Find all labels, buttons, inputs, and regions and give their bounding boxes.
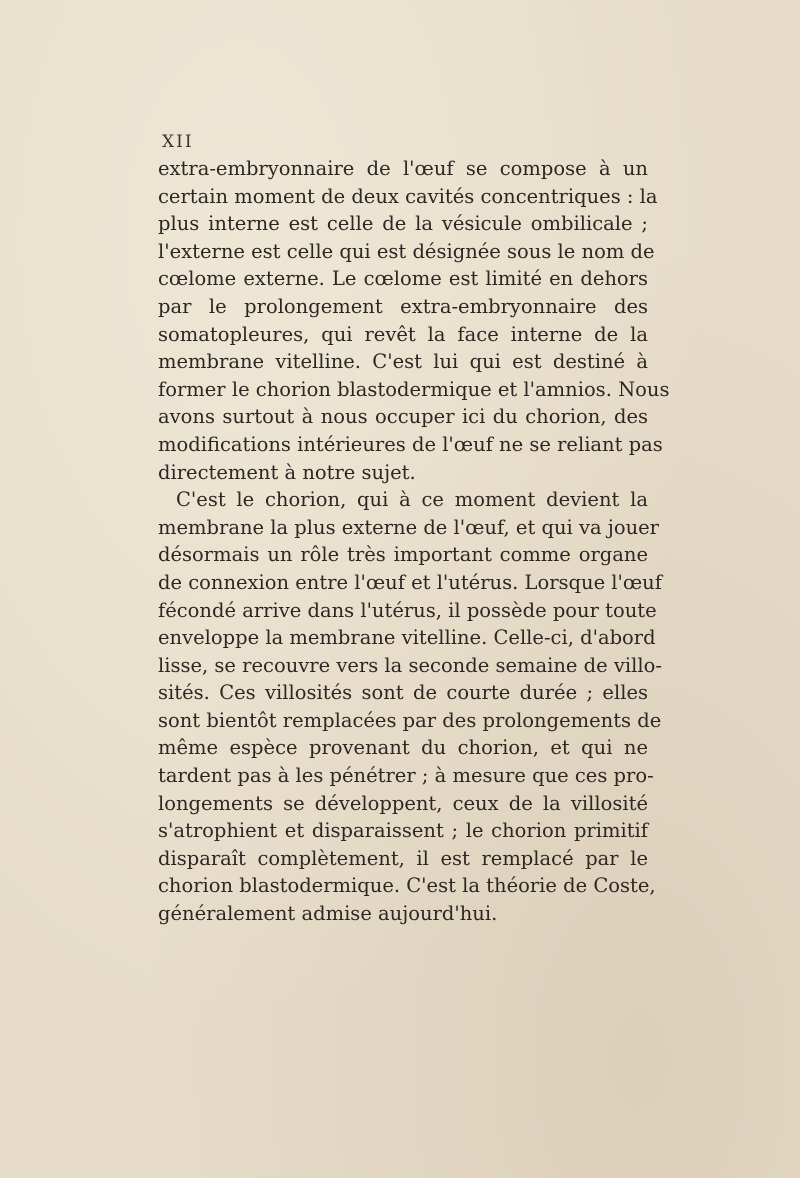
text-line: former le chorion blastodermique et l'amnios. Nous [158, 377, 670, 401]
text-line: directement à notre sujet. [158, 460, 416, 484]
text-line: membrane la plus externe de l'œuf, et qui va jouer [158, 515, 660, 539]
text-line: fécondé arrive dans l'utérus, il possède pour toute [158, 598, 657, 622]
text-line: cœlome externe. Le cœlome est limité en dehors [158, 267, 648, 291]
text-line: extra-embryonnaire de l'œuf se compose à un [158, 157, 648, 180]
text-line: lisse, se recouvre vers la seconde semaine de villo- [158, 653, 662, 677]
body-text [158, 155, 670, 928]
text-line: plus interne est celle de la vésicule ombilicale ; [158, 212, 648, 236]
text-line: généralement admise aujourd'hui. [158, 902, 498, 926]
text-line: disparaît complètement, il est remplacé par le [158, 846, 648, 870]
text-line: certain moment de deux cavités concentriques : la [158, 184, 658, 208]
text-line: de connexion entre l'œuf et l'utérus. Lorsque l'œuf [158, 570, 662, 594]
page-number: XII [162, 132, 194, 152]
text-line: sités. Ces villosités sont de courte durée ; elles [158, 681, 648, 705]
text-line: même espèce provenant du chorion, et qui ne [158, 736, 648, 760]
text-line: tardent pas à les pénétrer ; à mesure que ces pro- [158, 764, 654, 788]
text-line: s'atrophient et disparaissent ; le chorion primitif [158, 819, 648, 843]
text-line: membrane vitelline. C'est lui qui est destiné à [158, 350, 648, 374]
text-line: avons surtout à nous occuper ici du chorion, des [158, 405, 648, 429]
text-line: longements se développent, ceux de la villosité [158, 791, 648, 815]
text-line: modifications intérieures de l'œuf ne se reliant pas [158, 432, 663, 456]
text-line: désormais un rôle très important comme organe [158, 543, 648, 567]
text-line: chorion blastodermique. C'est la théorie de Coste, [158, 874, 656, 898]
text-line: enveloppe la membrane vitelline. Celle-ci, d'abord [158, 626, 656, 650]
text-line: C'est le chorion, qui à ce moment devient la [176, 488, 648, 512]
text-line: par le prolongement extra-embryonnaire des [158, 294, 648, 318]
text-line: l'externe est celle qui est désignée sous le nom de [158, 239, 655, 263]
text-line: somatopleures, qui revêt la face interne de la [158, 322, 648, 346]
text-line: sont bientôt remplacées par des prolongements de [158, 708, 662, 732]
